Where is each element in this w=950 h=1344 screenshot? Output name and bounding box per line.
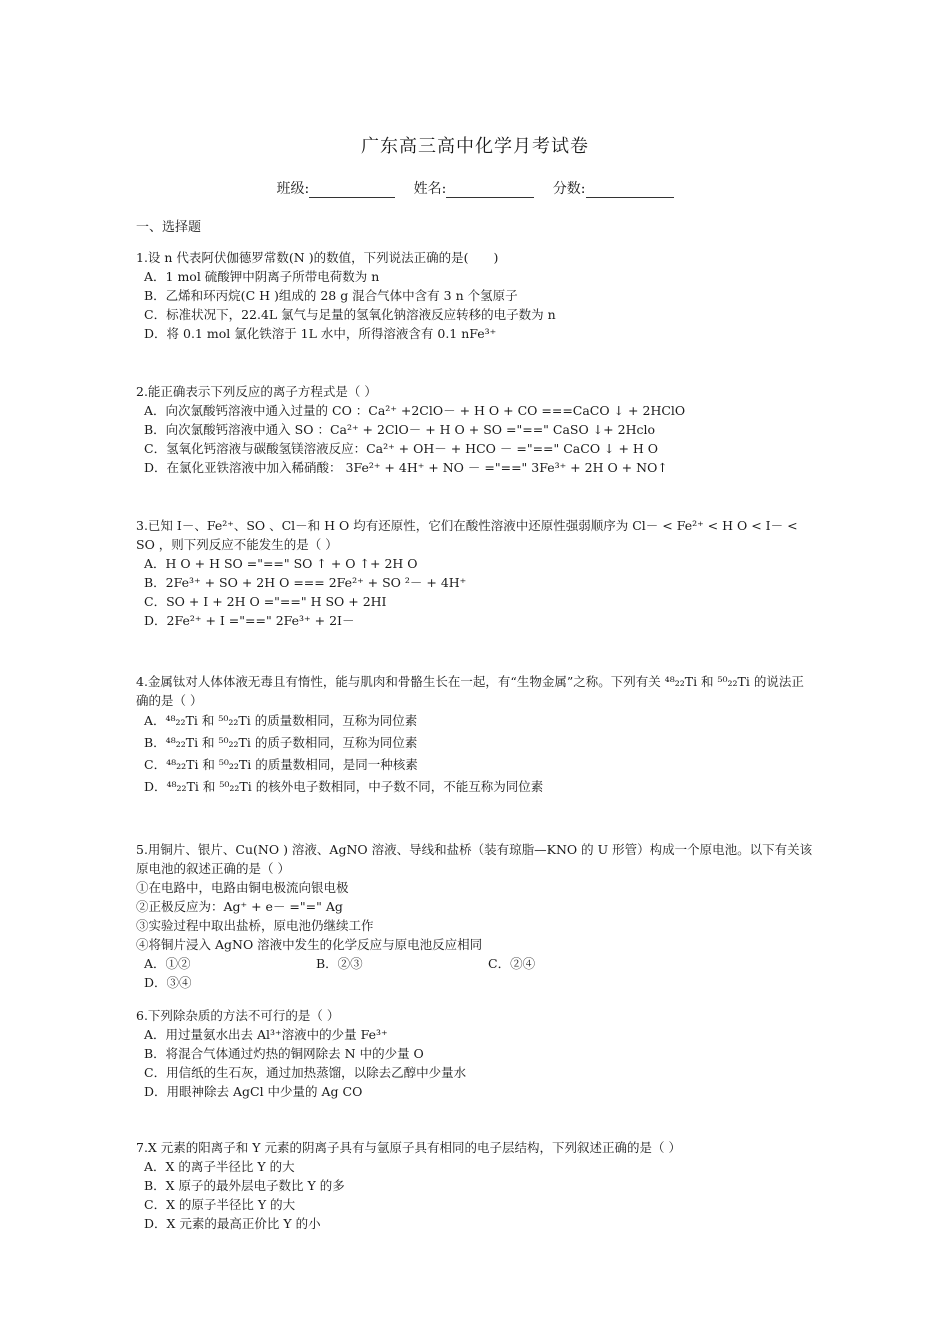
option-c: C．SO + I + 2H O ="==" H SO + 2HI [144,594,387,609]
option-d: D．用眼神除去 AgCl 中少量的 Ag CO [144,1084,363,1099]
option-a: A．向次氯酸钙溶液中通入过量的 CO ：Ca²⁺ +2ClO－ + H O + CO ===CaCO ↓ + 2HClO [144,403,686,418]
name-blank [446,183,534,198]
option-d: D．⁴⁸₂₂Ti 和 ⁵⁰₂₂Ti 的核外电子数相同，中子数不同，不能互称为同位素 [144,779,544,794]
option-row [144,954,816,992]
student-info-row [0,178,950,198]
option-a: A．X 的离子半径比 Y 的大 [144,1159,295,1174]
score-blank [586,183,674,198]
question-stem: 7.X 元素的阳离子和 Y 元素的阴离子具有与氩原子具有相同的电子层结构，下列叙述正确的是（ ） [136,1140,681,1155]
option-b: B．2Fe³⁺ + SO + 2H O === 2Fe²⁺ + SO ²－ + 4H⁺ [144,575,467,590]
page-title: 广东高三高中化学月考试卷 [361,136,589,157]
option-b: B．向次氯酸钙溶液中通入 SO ：Ca²⁺ + 2ClO－ + H O + SO ="==" CaSO ↓+ 2Hclo [144,422,655,437]
name-label: 姓名: [413,181,447,197]
option-a: A．①② [144,956,191,971]
class-label: 班级: [276,181,310,197]
option-a: A．1 mol 硫酸钾中阴离子所带电荷数为 n [144,269,380,284]
option-b: B．②③ [316,956,363,971]
option-d: D．将 0.1 mol 氯化铁溶于 1L 水中，所得溶液含有 0.1 nFe³⁺ [144,326,497,341]
score-label: 分数: [552,181,586,197]
option-c: C．X 的原子半径比 Y 的大 [144,1197,296,1212]
option-b: B．将混合气体通过灼热的铜网除去 N 中的少量 O [144,1046,424,1061]
statement-3: ③实验过程中取出盐桥，原电池仍继续工作 [136,918,374,933]
option-a: A．⁴⁸₂₂Ti 和 ⁵⁰₂₂Ti 的质量数相同，互称为同位素 [144,713,418,728]
question-4 [136,672,816,798]
question-stem: 4.金属钛对人体体液无毒且有惰性，能与肌肉和骨骼生长在一起，有“生物金属”之称。下列有关 ⁴⁸₂₂Ti 和 ⁵⁰₂₂Ti 的说法正确的是（ ） [136,674,804,708]
question-stem: 1.设 n 代表阿伏伽德罗常数(N )的数值，下列说法正确的是( ) [136,250,499,265]
option-b: B．X 原子的最外层电子数比 Y 的多 [144,1178,345,1193]
section-heading: 一、选择题 [136,220,202,235]
question-stem: 2.能正确表示下列反应的离子方程式是（ ） [136,384,377,399]
option-c: C．氢氧化钙溶液与碳酸氢镁溶液反应：Ca²⁺ + OH－ + HCO － ="==" CaCO ↓ + H O [144,441,659,456]
statement-2: ②正极反应为：Ag⁺ + e－ ="=" Ag [136,899,343,914]
question-3 [136,516,816,630]
question-2 [136,382,816,477]
statement-1: ①在电路中，电路由铜电极流向银电极 [136,880,349,895]
question-5 [136,840,816,992]
option-d: D．2Fe²⁺ + I ="==" 2Fe³⁺ + 2I－ [144,613,355,628]
question-1 [136,248,816,343]
option-c: C．用信纸的生石灰，通过加热蒸馏，以除去乙醇中少量水 [144,1065,467,1080]
option-c: C．标准状况下，22.4L 氯气与足量的氢氧化钠溶液反应转移的电子数为 n [144,307,556,322]
option-c: C．⁴⁸₂₂Ti 和 ⁵⁰₂₂Ti 的质量数相同，是同一种核素 [144,757,418,772]
option-a: A．用过量氨水出去 Al³⁺溶液中的少量 Fe³⁺ [144,1027,388,1042]
question-7 [136,1138,816,1233]
option-b: B．⁴⁸₂₂Ti 和 ⁵⁰₂₂Ti 的质子数相同，互称为同位素 [144,735,418,750]
question-stem: 3.已知 I－、Fe²⁺、SO 、Cl－和 H O 均有还原性，它们在酸性溶液中还原性强弱顺序为 Cl－ < Fe²⁺ < H O < I－ < SO ，则下列反应不能发生的是（ ） [136,518,798,552]
class-blank [309,183,395,198]
question-stem: 6.下列除杂质的方法不可行的是（ ） [136,1008,340,1023]
option-d: D．在氯化亚铁溶液中加入稀硝酸： 3Fe²⁺ + 4H⁺ + NO － ="==" 3Fe³⁺ + 2H O + NO↑ [144,460,668,475]
question-6 [136,1006,816,1101]
question-stem: 5.用铜片、银片、Cu(NO ) 溶液、AgNO 溶液、导线和盐桥（装有琼脂—KNO 的 U 形管）构成一个原电池。以下有关该原电池的叙述正确的是（ ） [136,842,813,876]
option-d: D．X 元素的最高正价比 Y 的小 [144,1216,321,1231]
option-b: B．乙烯和环丙烷(C H )组成的 28 g 混合气体中含有 3 n 个氢原子 [144,288,518,303]
option-d: D．③④ [144,975,192,990]
statement-4: ④将铜片浸入 AgNO 溶液中发生的化学反应与原电池反应相同 [136,937,483,952]
option-c: C．②④ [488,956,536,971]
option-a: A．H O + H SO ="==" SO ↑ + O ↑+ 2H O [144,556,418,571]
